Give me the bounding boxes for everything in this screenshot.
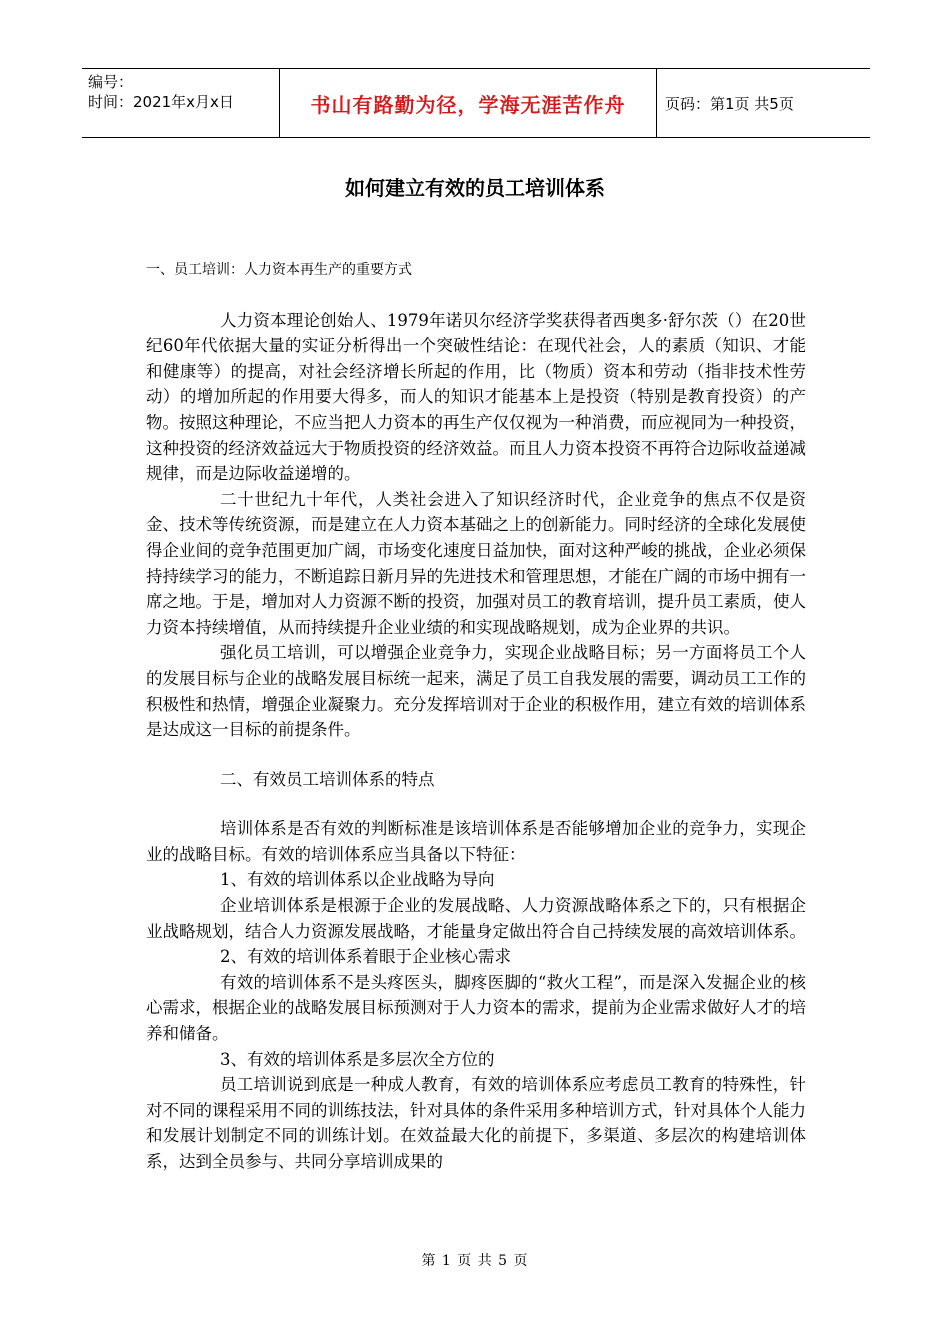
number-label: 编号： xyxy=(88,73,134,91)
section2-heading: 二、有效员工培训体系的特点 xyxy=(220,769,435,789)
point-2-text: 有效的培训体系不是头疼医头，脚疼医脚的“救火工程”，而是深入发掘企业的核心需求，根据企业的战略发展目标预测对于人力资本的需求，提前为企业需求做好人才的培养和储备。 xyxy=(146,972,806,1044)
section2-intro: 培训体系是否有效的判断标准是该培训体系是否能够增加企业的竞争力，实现企业的战略目标。有效的培训体系应当具备以下特征： xyxy=(146,819,806,864)
page-footer: 第 1 页 共 5 页 xyxy=(421,1253,529,1269)
time-label: 时间：2021年x月x日 xyxy=(88,93,234,111)
header-meta xyxy=(82,69,280,137)
point-2-heading: 2、有效的培训体系着眼于企业核心需求 xyxy=(220,947,511,967)
header-table xyxy=(82,68,870,138)
section1-paragraph-3: 强化员工培训，可以增强企业竞争力，实现企业战略目标；另一方面将员工个人的发展目标与企业的战略发展目标统一起来，满足了员工自我发展的需要，调动员工工作的积极性和热情，增强企业凝聚力。充分发挥培训对于企业的积极作用，建立有效的培训体系是达成这一目标的前提条件。 xyxy=(146,643,806,740)
header-motto: 书山有路勤为径，学海无涯苦作舟 xyxy=(280,69,657,137)
section1-paragraph-1: 人力资本理论创始人、1979年诺贝尔经济学奖获得者西奥多·舒尔茨（）在20世纪60年代依据大量的实证分析得出一个突破性结论：在现代社会，人的素质（知识、才能和健康等）的提高，对社会经济增长所起的作用，比（物质）资本和劳动（指非技术性劳动）的增加所起的作用要大得多，而人的知识才能基本上是投资（特别是教育投资）的产物。按照这种理论，不应当把人力资本的再生产仅仅视为一种消费，而应视同为一种投资，这种投资的经济效益远大于物质投资的经济效益。而且人力资本投资不再符合边际收益递减规律，而是边际收益递增的。 xyxy=(146,310,806,484)
document-body xyxy=(146,258,806,1175)
header-page-info: 页码：第1页 共5页 xyxy=(665,94,794,113)
section1-paragraph-2: 二十世纪九十年代，人类社会进入了知识经济时代，企业竞争的焦点不仅是资金、技术等传统资源，而是建立在人力资本基础之上的创新能力。同时经济的全球化发展使得企业间的竞争范围更加广阔，市场变化速度日益加快，面对这种严峻的挑战，企业必须保持持续学习的能力，不断追踪日新月异的先进技术和管理思想，才能在广阔的市场中拥有一席之地。于是，增加对人力资源不断的投资，加强对员工的教育培训，提升员工素质，使人力资本持续增值，从而持续提升企业业绩的和实现战略规划，成为企业界的共识。 xyxy=(146,489,806,637)
point-1-heading: 1、有效的培训体系以企业战略为导向 xyxy=(220,870,495,890)
point-1-text: 企业培训体系是根源于企业的发展战略、人力资源战略体系之下的，只有根据企业战略规划，结合人力资源发展战略，才能量身定做出符合自己持续发展的高效培训体系。 xyxy=(146,896,806,941)
point-3-heading: 3、有效的培训体系是多层次全方位的 xyxy=(220,1049,495,1069)
point-3-text: 员工培训说到底是一种成人教育，有效的培训体系应考虑员工教育的特殊性，针对不同的课程采用不同的训练技法，针对具体的条件采用多种培训方式，针对具体个人能力和发展计划制定不同的训练计划。在效益最大化的前提下，多渠道、多层次的构建培训体系，达到全员参与、共同分享培训成果的 xyxy=(146,1075,806,1171)
section1-heading: 一、员工培训：人力资本再生产的重要方式 xyxy=(146,262,412,278)
document-title: 如何建立有效的员工培训体系 xyxy=(345,176,605,200)
